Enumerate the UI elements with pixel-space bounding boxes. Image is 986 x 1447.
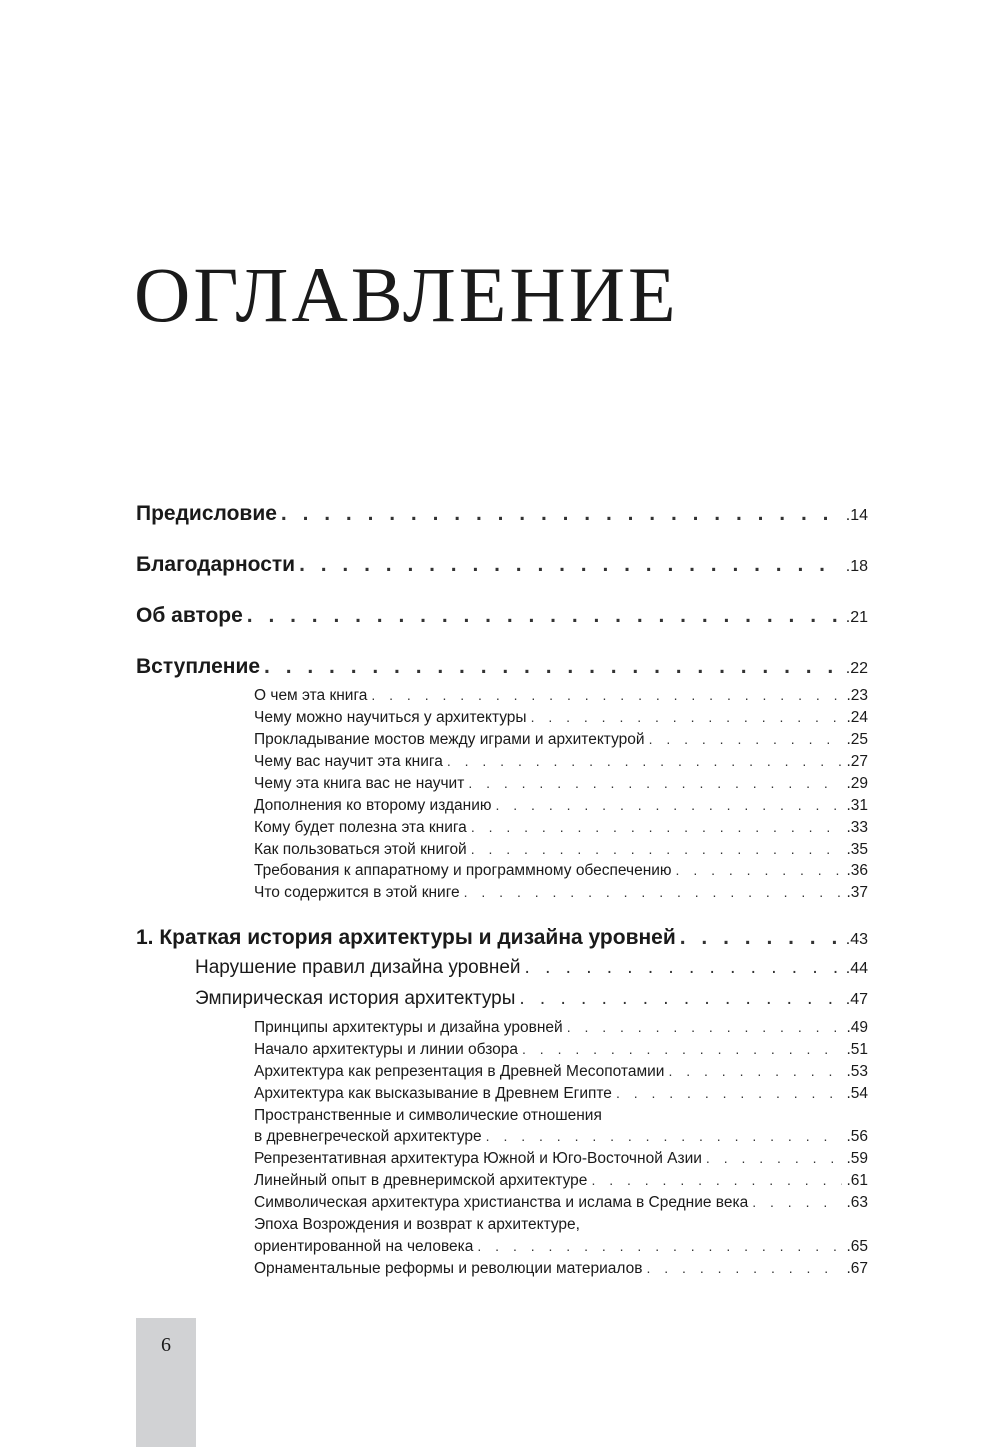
toc-subentry[interactable] <box>254 731 868 749</box>
toc-entry-label: Что содержится в этой книге <box>254 884 460 901</box>
dot-leader <box>567 1019 843 1035</box>
toc-entry-label: О чем эта книга <box>254 687 368 704</box>
toc-section[interactable] <box>195 988 868 1010</box>
toc-entry-page: .35 <box>846 841 868 858</box>
dot-leader <box>752 1194 842 1210</box>
toc-entry-page: .54 <box>846 1085 868 1102</box>
toc-entry-page: .24 <box>846 709 868 726</box>
toc-subentry[interactable] <box>254 1150 868 1168</box>
toc-entry-page: .65 <box>846 1238 868 1255</box>
dot-leader <box>616 1085 843 1101</box>
dot-leader <box>371 687 842 703</box>
toc-entry-label: Дополнения ко второму изданию <box>254 797 492 814</box>
toc-entry-page: .49 <box>846 1019 868 1036</box>
toc-entry-thanks[interactable] <box>136 553 868 577</box>
toc-entry-label: Прокладывание мостов между играми и архитектурой <box>254 731 645 748</box>
dot-leader <box>281 502 842 526</box>
toc-entry-label: Требования к аппаратному и программному обеспечению <box>254 862 672 879</box>
toc-subentry[interactable] <box>254 1194 868 1212</box>
page-number: 6 <box>161 1334 171 1356</box>
toc-section[interactable] <box>195 957 868 979</box>
dot-leader <box>706 1150 843 1166</box>
toc-entry-label: Чему можно научиться у архитектуры <box>254 709 527 726</box>
toc-entry-page: .31 <box>846 797 868 814</box>
dot-leader <box>477 1238 842 1254</box>
toc-subentry[interactable] <box>254 775 868 793</box>
toc-subentry[interactable] <box>254 1172 868 1190</box>
toc-entry-page: .47 <box>845 991 868 1008</box>
dot-leader <box>247 604 842 628</box>
toc-entry-intro[interactable] <box>136 655 868 679</box>
toc-entry-page: .63 <box>846 1194 868 1211</box>
dot-leader <box>471 841 843 857</box>
toc-entry-label: Вступление <box>136 655 261 678</box>
dot-leader <box>591 1172 842 1188</box>
dot-leader <box>649 731 843 747</box>
toc-subentry[interactable] <box>254 797 868 815</box>
toc-entry-page: .27 <box>846 753 868 770</box>
toc-entry-page: .53 <box>846 1063 868 1080</box>
dot-leader <box>676 862 843 878</box>
toc-entry-label: 1. Краткая история архитектуры и дизайна уровней <box>136 926 676 949</box>
dot-leader <box>468 775 842 791</box>
toc-subentry[interactable] <box>254 753 868 771</box>
dot-leader <box>447 753 843 769</box>
toc-subentry[interactable] <box>254 687 868 705</box>
toc-entry-page: .14 <box>845 507 868 524</box>
toc-subentry[interactable] <box>254 819 868 837</box>
toc-subentry[interactable] <box>254 1085 868 1103</box>
toc-entry-label: Как пользоваться этой книгой <box>254 841 467 858</box>
toc-entry-label: Предисловие <box>136 502 277 525</box>
toc-entry-page: .25 <box>846 731 868 748</box>
toc-subentry-line1[interactable]: Пространственные и символические отношения <box>254 1107 602 1124</box>
toc-entry-page: .61 <box>846 1172 868 1189</box>
dot-leader <box>486 1128 843 1144</box>
toc-entry-page: .23 <box>846 687 868 704</box>
toc-entry-page: .33 <box>846 819 868 836</box>
dot-leader <box>496 797 843 813</box>
dot-leader <box>464 884 843 900</box>
toc-entry-page: .21 <box>845 609 868 626</box>
toc-entry-label: Чему вас научит эта книга <box>254 753 443 770</box>
toc-entry-label: Орнаментальные реформы и революции материалов <box>254 1260 643 1277</box>
toc-subentry[interactable] <box>254 841 868 859</box>
dot-leader <box>531 709 843 725</box>
toc-entry-label: Начало архитектуры и линии обзора <box>254 1041 519 1058</box>
toc-entry-label: Линейный опыт в древнеримской архитектуре <box>254 1172 588 1189</box>
toc-entry-chapter-1[interactable] <box>136 926 868 950</box>
toc-entry-page: .59 <box>846 1150 868 1167</box>
toc-entry-page: .44 <box>845 960 868 977</box>
toc-entry-page: .36 <box>846 862 868 879</box>
toc-entry-label: Нарушение правил дизайна уровней <box>195 957 521 978</box>
toc-entry-label: Принципы архитектуры и дизайна уровней <box>254 1019 563 1036</box>
toc-entry-page: .29 <box>846 775 868 792</box>
dot-leader <box>471 819 843 835</box>
toc-subentry[interactable] <box>254 862 868 880</box>
toc-entry-page: .22 <box>845 660 868 677</box>
toc-entry-label: ориентированной на человека <box>254 1238 474 1255</box>
toc-subentry[interactable] <box>254 1238 868 1256</box>
dot-leader <box>680 926 842 950</box>
toc-subentry[interactable] <box>254 1063 868 1081</box>
toc-entry-preface[interactable] <box>136 502 868 526</box>
toc-subentry[interactable] <box>254 1019 868 1037</box>
toc-entry-label: Репрезентативная архитектура Южной и Юго-Восточной Азии <box>254 1150 702 1167</box>
page-title: ОГЛАВЛЕНИЕ <box>134 251 679 338</box>
dot-leader <box>525 957 842 979</box>
toc-entry-label: Благодарности <box>136 553 296 576</box>
toc-entry-label: Архитектура как высказывание в Древнем Египте <box>254 1085 612 1102</box>
toc-entry-page: .51 <box>846 1041 868 1058</box>
toc-entry-label: Кому будет полезна эта книга <box>254 819 467 836</box>
toc-entry-page: .18 <box>845 558 868 575</box>
toc-subentry-line1[interactable]: Эпоха Возрождения и возврат к архитектуре, <box>254 1216 580 1233</box>
toc-entry-label: Символическая архитектура христианства и ислама в Средние века <box>254 1194 749 1211</box>
dot-leader <box>299 553 842 577</box>
dot-leader <box>522 1041 842 1057</box>
dot-leader <box>647 1260 843 1276</box>
toc-entry-label: Об авторе <box>136 604 243 627</box>
toc-entry-page: .37 <box>846 884 868 901</box>
toc-entry-page: .56 <box>846 1128 868 1145</box>
toc-subentry[interactable] <box>254 1260 868 1278</box>
toc-entry-page: .67 <box>846 1260 868 1277</box>
page-number-tab <box>136 1318 196 1447</box>
toc-entry-page: .43 <box>845 931 868 948</box>
toc-entry-author[interactable] <box>136 604 868 628</box>
toc-entry-label: Эмпирическая история архитектуры <box>195 988 516 1009</box>
toc-subentry[interactable] <box>254 709 868 727</box>
toc-entry-label: Чему эта книга вас не научит <box>254 775 465 792</box>
dot-leader <box>668 1063 842 1079</box>
toc-subentry[interactable] <box>254 1128 868 1146</box>
toc-entry-label: в древнегреческой архитектуре <box>254 1128 482 1145</box>
dot-leader <box>264 655 842 679</box>
toc-entry-label: Архитектура как репрезентация в Древней Месопотамии <box>254 1063 665 1080</box>
toc-subentry[interactable] <box>254 1041 868 1059</box>
toc-subentry[interactable] <box>254 884 868 902</box>
dot-leader <box>519 988 841 1010</box>
